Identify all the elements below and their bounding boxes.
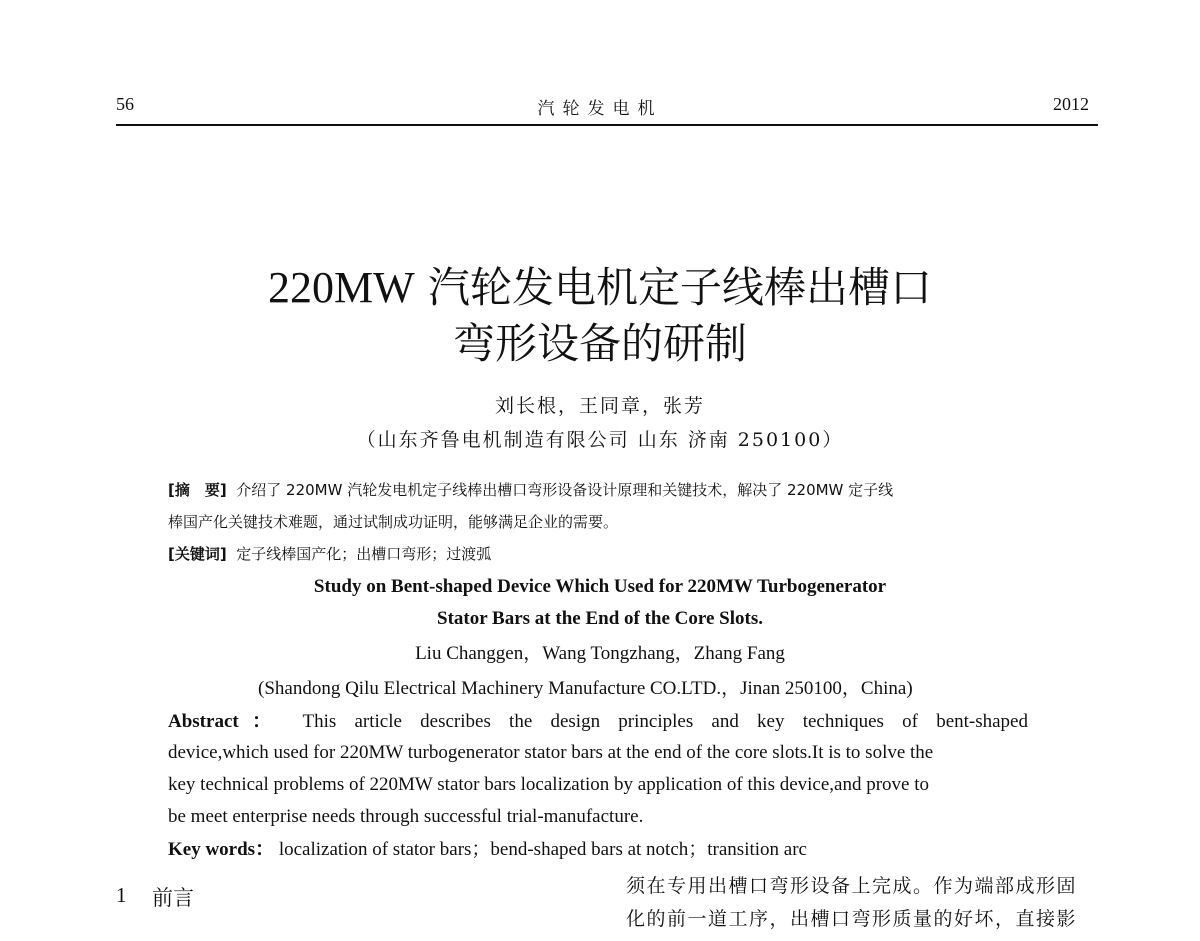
- journal-name: 汽轮发电机: [537, 99, 663, 119]
- title-en-line-1: Study on Bent-shaped Device Which Used for 220MW Turbogenerator: [313, 576, 887, 597]
- abstract-en-sep: ：: [238, 711, 285, 732]
- paper-title-line-1: [0, 258, 1200, 318]
- body-right-line-1: 须在专用出槽口弯形设备上完成。作为端部成形固: [626, 875, 1078, 897]
- title-en-line-2: Stator Bars at the End of the Core Slots.: [437, 608, 763, 629]
- abstract-en-text-1: This article describes the design principles and key techniques of bent-shaped: [302, 711, 1028, 732]
- title-latin: 220MW: [267, 263, 415, 312]
- title-cn: 汽轮发电机定子线棒出槽口: [428, 263, 933, 312]
- abstract-cn-label: [摘 要]: [168, 481, 227, 499]
- abstract-en-label: Abstract: [168, 711, 239, 732]
- keywords-cn-label: [关键词]: [168, 545, 227, 563]
- keywords-en-sep: ：: [255, 839, 275, 860]
- keywords-en-text: localization of stator bars；bend-shaped bars at notch；transition arc: [278, 839, 807, 860]
- abstract-en-line-2: device,which used for 220MW turbogenerator stator bars at the end of the core slots.It is to solve the: [168, 742, 934, 763]
- authors-cn: 刘长根，王同章，张芳: [494, 395, 705, 417]
- body-right-line-2: 化的前一道工序，出槽口弯形质量的好坏，直接影: [626, 908, 1078, 930]
- affiliation-en: (Shandong Qilu Electrical Machinery Manufacture CO.LTD.，Jinan 250100，China): [258, 678, 913, 699]
- page-number: 56: [116, 94, 134, 114]
- paper-title-line-2: 弯形设备的研制: [452, 319, 747, 368]
- abstract-en-line-3: key technical problems of 220MW stator bars localization by application of this device,and prove to: [168, 774, 930, 795]
- keywords-en: [168, 834, 807, 861]
- keywords-cn-text: 定子线棒国产化；出槽口弯形；过渡弧: [236, 545, 492, 563]
- affiliation-cn: （山东齐鲁电机制造有限公司 山东 济南 250100）: [356, 429, 844, 451]
- header-year: 2012: [1053, 94, 1089, 114]
- authors-en: Liu Changgen，Wang Tongzhang，Zhang Fang: [415, 643, 785, 664]
- abstract-cn-text-1: 介绍了 220MW 汽轮发电机定子线棒出槽口弯形设备设计原理和关键技术，解决了 220MW 定子线: [236, 481, 894, 499]
- section-heading: 前言: [152, 886, 194, 910]
- header-rule: [116, 124, 1098, 126]
- abstract-en-line-4: be meet enterprise needs through successful trial-manufacture.: [168, 806, 644, 827]
- section-number: 1: [116, 883, 127, 907]
- abstract-en-line-1: [168, 706, 1028, 733]
- abstract-cn-line-1: [168, 479, 893, 500]
- abstract-cn-line-2: 棒国产化关键技术难题，通过试制成功证明，能够满足企业的需要。: [168, 513, 619, 531]
- keywords-en-label: Key words: [168, 839, 256, 860]
- keywords-cn: [168, 543, 491, 564]
